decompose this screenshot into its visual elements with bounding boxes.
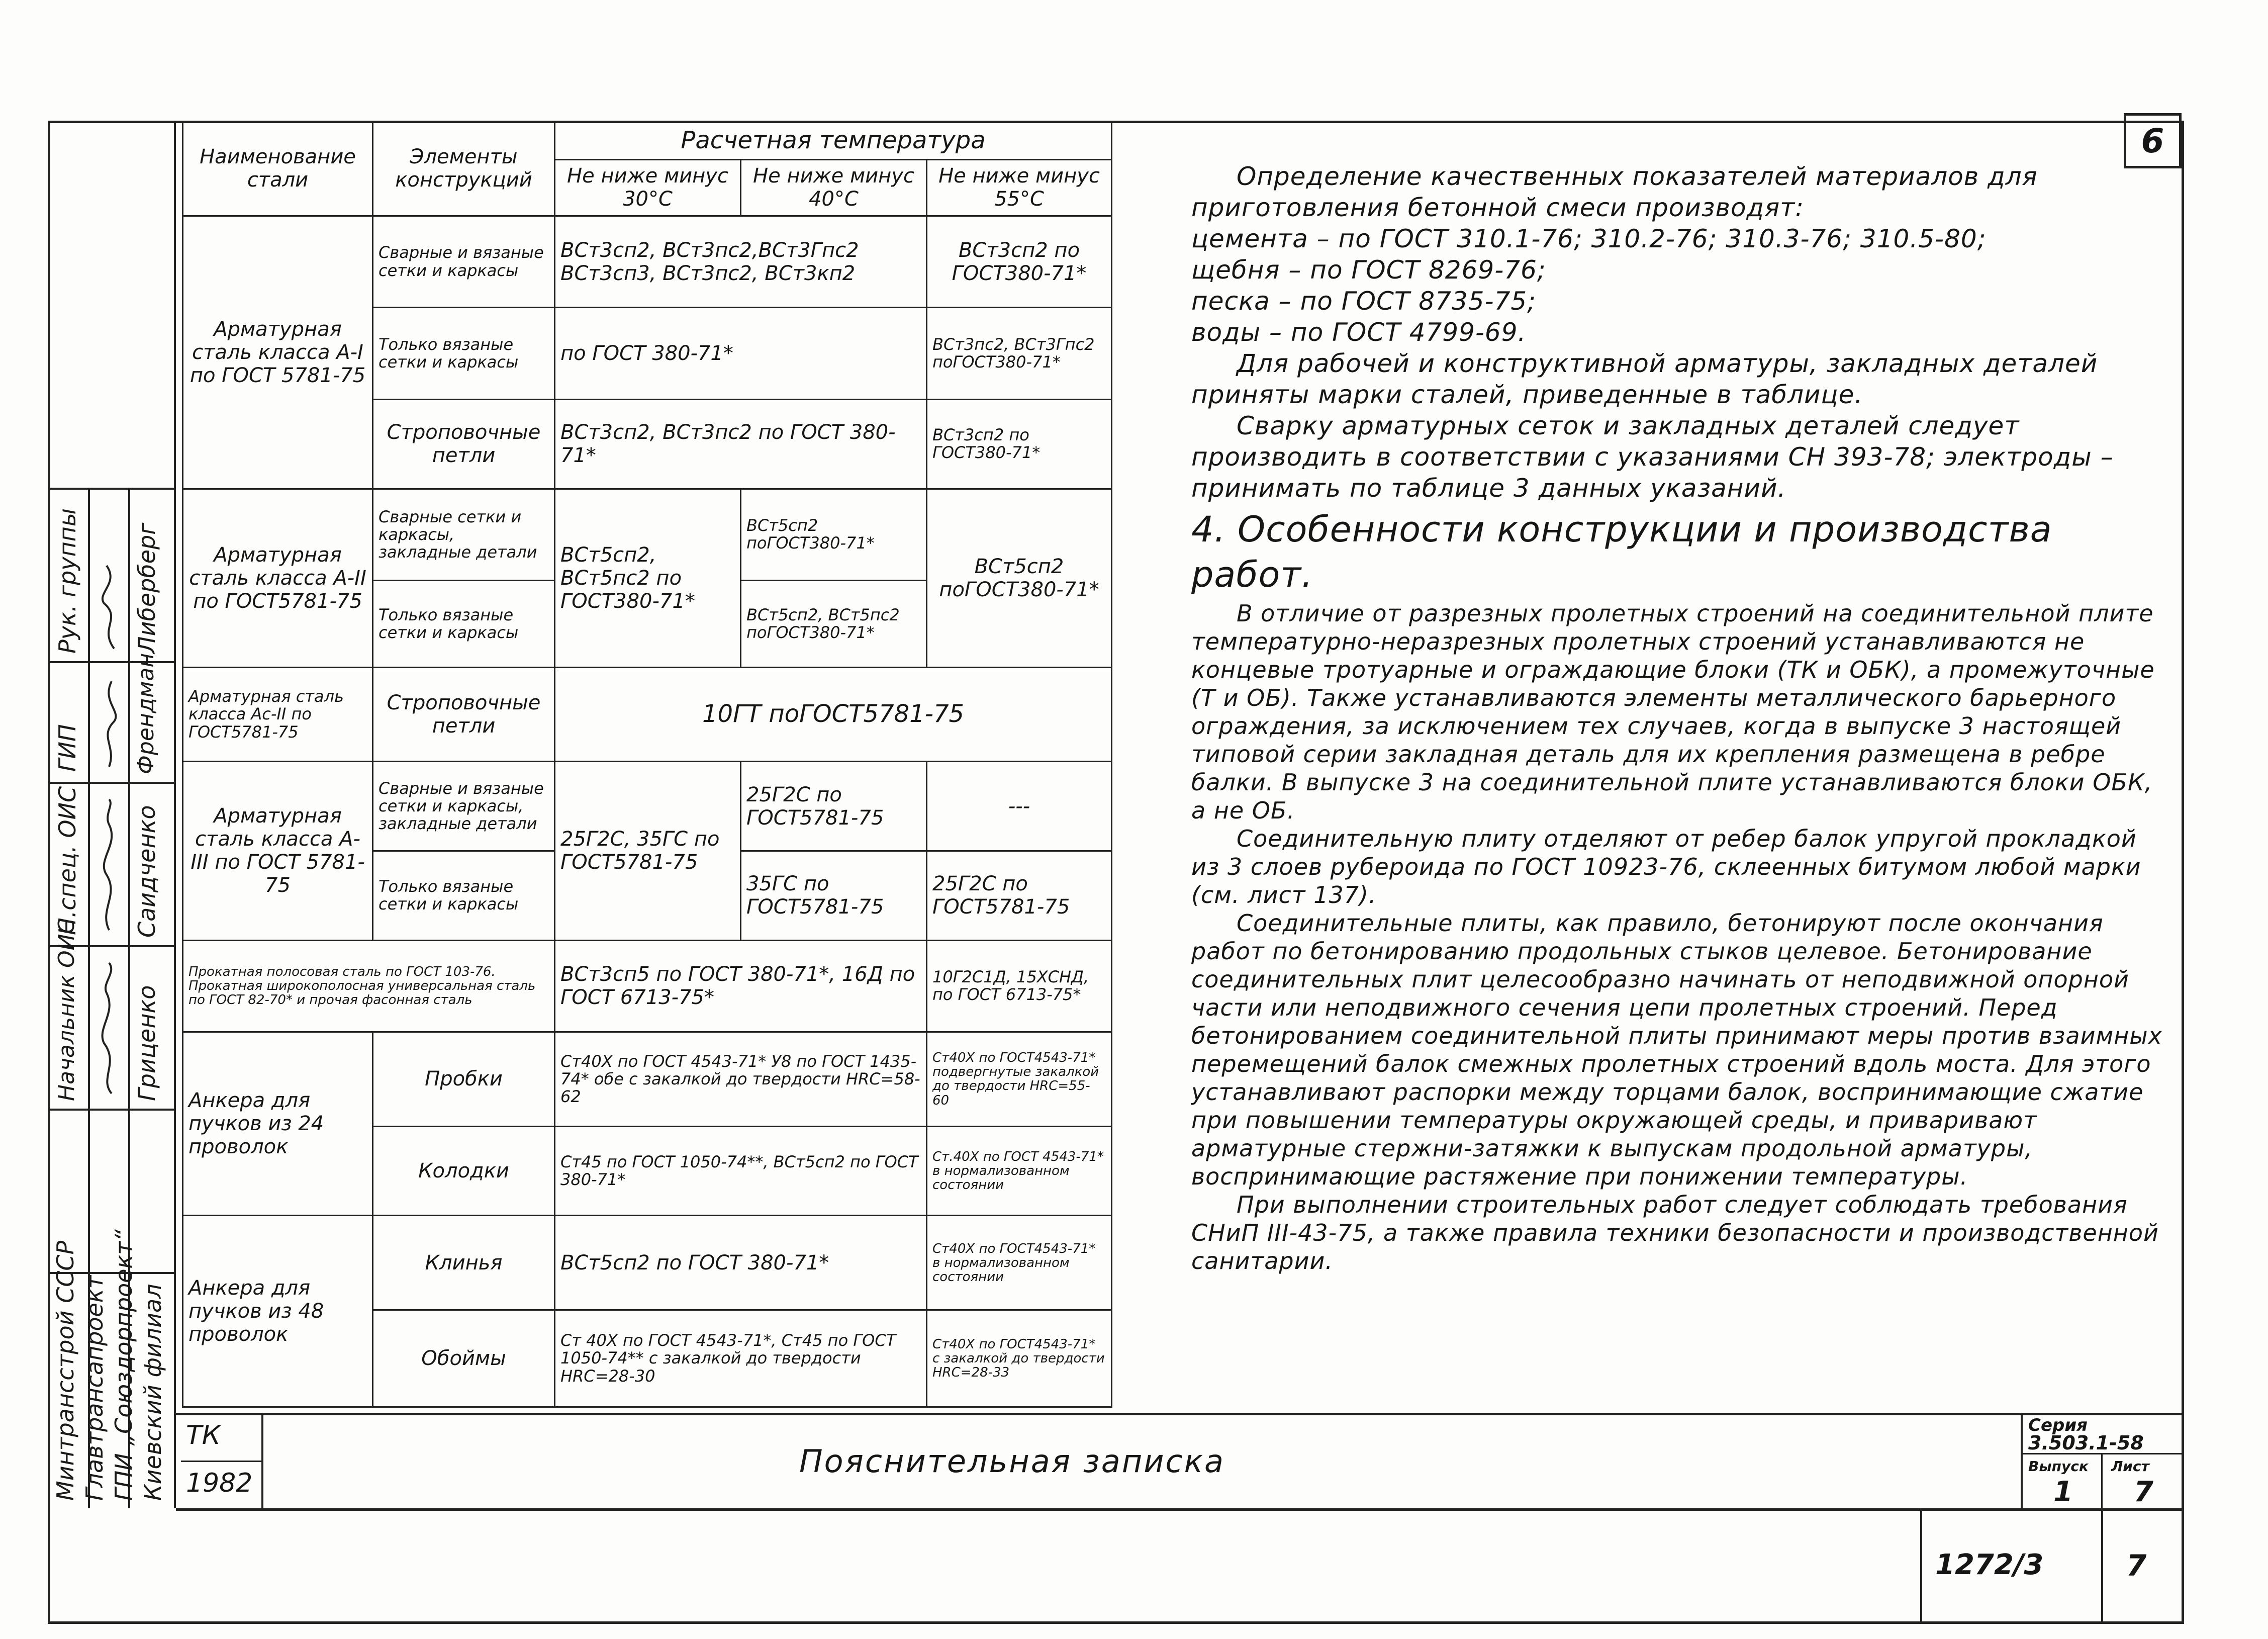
paragraph-concreting: Соединительные плиты, как правило, бетонируют после окончания работ по бетонированию продольных стыков целевое. Бетонирование соединительных плит целесообразно начинать от неподвижной опорной части или неподвижного сечения цепи пролетных строений. Перед бетонированием соединительной плиты принимают меры против взаимных перемещений балок смежных пролетных строений вдоль моста. Для этого устанавливают распорки между торцами балок, воспринимающие сжатие при повышении температуры окружающей среды, и приваривают арматурные стержни-затяжки к выпускам продольной арматуры, воспринимающие растяжение при понижении температуры. bbox=[1191, 909, 2162, 1190]
paragraph-plate: Соединительную плиту отделяют от ребер балок упругой прокладкой из 3 слоев рубероида по ГОСТ 10923-76, склеенных битумом любой марки (см. лист 137). bbox=[1191, 825, 2141, 908]
a3-welded-t40: 25Г2С по ГОСТ5781-75 bbox=[741, 762, 927, 851]
steel-a1: Арматурная сталь класса А-I по ГОСТ 5781-75 bbox=[183, 216, 373, 489]
plugs-t3040: Ст40Х по ГОСТ 4543-71* У8 по ГОСТ 1435-74* обе с закалкой до твердости HRC=58-62 bbox=[555, 1032, 927, 1127]
signature-3 bbox=[94, 794, 124, 935]
header-temperature: Расчетная температура bbox=[555, 122, 1112, 160]
title-tk: ТК bbox=[186, 1420, 221, 1450]
paragraph-rebar: Для рабочей и конструктивной арматуры, закладных деталей приняты марки сталей, приведенные в таблице. bbox=[1191, 349, 2098, 409]
steel-grades-table bbox=[182, 121, 1112, 1408]
wedges-t55: Ст40Х по ГОСТ4543-71* в нормализованном состоянии bbox=[927, 1216, 1112, 1310]
header-t55: Не ниже минус 55°С bbox=[927, 160, 1112, 216]
signature-2 bbox=[94, 671, 124, 772]
a1-loops-t3040: ВСт3сп2, ВСт3пс2 по ГОСТ 380-71* bbox=[555, 399, 927, 489]
line-water: воды – по ГОСТ 4799-69. bbox=[1191, 318, 1527, 347]
el-a3-welded: Сварные и вязаные сетки и каркасы, закладные детали bbox=[373, 762, 555, 851]
steel-a2: Арматурная сталь класса А-II по ГОСТ5781-75 bbox=[183, 489, 373, 667]
role-gip: ГИП bbox=[54, 724, 81, 772]
explanatory-text bbox=[1191, 161, 2166, 1275]
role-n-spec: Н.спец. ОИС bbox=[54, 786, 81, 935]
header-t40: Не ниже минус 40°С bbox=[741, 160, 927, 216]
paragraph-safety: При выполнении строительных работ следует соблюдать требования СНиП III-43-75, а также правила техники безопасности и производственной санитарии. bbox=[1191, 1191, 2159, 1274]
role-ruk-gruppy: Рук. группы bbox=[54, 508, 81, 654]
blocks-t3040: Ст45 по ГОСТ 1050-74**, ВСт5сп2 по ГОСТ 380-71* bbox=[555, 1126, 927, 1216]
org-institute: ГПИ „Союздорпроект“ bbox=[110, 1229, 137, 1501]
section-heading: 4. Особенности конструкции и производства работ. bbox=[1191, 509, 2052, 595]
el-a2-welded: Сварные сетки и каркасы, закладные детали bbox=[373, 489, 555, 581]
steel-rolled: Прокатная полосовая сталь по ГОСТ 103-76. Прокатная широкополосная универсальная сталь по ГОСТ 82-70* и прочая фасонная сталь bbox=[183, 940, 555, 1032]
a1-loops-t55: ВСт3сп2 по ГОСТ380-71* bbox=[927, 399, 1112, 489]
anchor-24: Анкера для пучков из 24 проволок bbox=[183, 1032, 373, 1216]
seria-number: 3.503.1-58 bbox=[2028, 1432, 2144, 1454]
name-gip: Френдман bbox=[133, 653, 159, 774]
vypusk-label: Выпуск bbox=[2028, 1458, 2089, 1475]
line-cement: цемента – по ГОСТ 310.1-76; 310.2-76; 310.3-76; 310.5-80; bbox=[1191, 224, 1987, 253]
header-elements: Элементы конструкций bbox=[373, 122, 555, 216]
as2-value: 10ГТ поГОСТ5781-75 bbox=[555, 667, 1112, 762]
paragraph-materials: Определение качественных показателей материалов для приготовления бетонной смеси производят: bbox=[1191, 162, 2038, 222]
seria-label: Серия bbox=[2028, 1415, 2088, 1435]
a3-t30: 25Г2С, 35ГС по ГОСТ5781-75 bbox=[555, 762, 741, 940]
org-main: Главтрансапроект bbox=[81, 1275, 108, 1501]
rolled-t3040: ВСт3сп5 по ГОСТ 380-71*, 16Д по ГОСТ 6713-75* bbox=[555, 940, 927, 1032]
title-year: 1982 bbox=[186, 1468, 253, 1498]
el-a3-tied: Только вязаные сетки и каркасы bbox=[373, 851, 555, 940]
page-number-box bbox=[2124, 113, 2182, 168]
a1-welded-t3040: ВСт3сп2, ВСт3пс2,ВСт3Гпс2 ВСт3сп3, ВСт3пс2, ВСт3кп2 bbox=[555, 216, 927, 308]
a2-t55: ВСт5сп2 поГОСТ380-71* bbox=[927, 489, 1112, 667]
name-ruk-gruppy: Либерберг bbox=[133, 522, 160, 654]
sheet-number: 7 bbox=[2126, 1549, 2147, 1583]
steel-as2: Арматурная сталь класса Ас-II по ГОСТ5781-75 bbox=[183, 667, 373, 762]
a1-tied-t3040: по ГОСТ 380-71* bbox=[555, 308, 927, 400]
signature-4 bbox=[94, 958, 124, 1099]
header-steel-name: Наименование стали bbox=[183, 122, 373, 216]
signature-1 bbox=[94, 558, 124, 654]
vypusk-value: 1 bbox=[2053, 1476, 2073, 1508]
approval-stamp-strip bbox=[48, 121, 176, 1508]
el-as2-loops: Строповочные петли bbox=[373, 667, 555, 762]
title-block-top-line bbox=[176, 1413, 2184, 1415]
a2-tied-t40: ВСт5сп2, ВСт5пс2 поГОСТ380-71* bbox=[741, 581, 927, 667]
el-plugs: Пробки bbox=[373, 1032, 555, 1127]
a1-welded-t55: ВСт3сп2 по ГОСТ380-71* bbox=[927, 216, 1112, 308]
plugs-t55: Ст40Х по ГОСТ4543-71* подвергнутые закалкой до твердости HRC=55-60 bbox=[927, 1032, 1112, 1127]
a3-welded-t55: --- bbox=[927, 762, 1112, 851]
paragraph-welding: Сварку арматурных сеток и закладных деталей следует производить в соответствии с указаниями СН 393-78; электроды – принимать по таблице 3 данных указаний. bbox=[1191, 411, 2114, 503]
holders-t3040: Ст 40Х по ГОСТ 4543-71*, Ст45 по ГОСТ 1050-74** с закалкой до твердости HRC=28-30 bbox=[555, 1310, 927, 1407]
title-block-bottom-line bbox=[176, 1508, 2184, 1511]
rolled-t55: 10Г2С1Д, 15ХСНД, по ГОСТ 6713-75* bbox=[927, 940, 1112, 1032]
org-branch: Киевский филиал bbox=[139, 1284, 166, 1501]
steel-a3: Арматурная сталь класса А-III по ГОСТ 5781-75 bbox=[183, 762, 373, 940]
a2-welded-t40: ВСт5сп2 поГОСТ380-71* bbox=[741, 489, 927, 581]
el-blocks: Колодки bbox=[373, 1126, 555, 1216]
blocks-t55: Ст.40Х по ГОСТ 4543-71* в нормализованном состоянии bbox=[927, 1126, 1112, 1216]
role-nach-ois: Начальник ОИС bbox=[54, 918, 79, 1101]
inventory-number: 1272/3 bbox=[1935, 1549, 2044, 1581]
page-number: 6 bbox=[2141, 121, 2164, 160]
el-holders: Обоймы bbox=[373, 1310, 555, 1407]
line-sand: песка – по ГОСТ 8735-75; bbox=[1191, 287, 1537, 316]
list-label: Лист bbox=[2111, 1458, 2149, 1475]
el-a1-tied: Только вязаные сетки и каркасы bbox=[373, 308, 555, 400]
document-title: Пояснительная записка bbox=[799, 1443, 1225, 1480]
paragraph-blocks: В отличие от разрезных пролетных строений на соединительной плите температурно-неразрезных пролетных строений устанавливаются не концевые тротуарные и ограждающие блоки (ТК и ОБК), а промежуточные (Т и ОБ). Также устанавливаются элементы металлического барьерного ограждения, за исключением тех случаев, когда в выпуске 3 настоящей типовой серии закладная деталь для их крепления размещена в ребре балки. В выпуске 3 на соединительной плите устанавливаются блоки ОБК, а не ОБ. bbox=[1191, 600, 2155, 824]
wedges-t3040: ВСт5сп2 по ГОСТ 380-71* bbox=[555, 1216, 927, 1310]
anchor-48: Анкера для пучков из 48 проволок bbox=[183, 1216, 373, 1407]
el-wedges: Клинья bbox=[373, 1216, 555, 1310]
el-a1-loops: Строповочные петли bbox=[373, 399, 555, 489]
a1-tied-t55: ВСт3пс2, ВСт3Гпс2 поГОСТ380-71* bbox=[927, 308, 1112, 400]
holders-t55: Ст40Х по ГОСТ4543-71* с закалкой до твердости HRC=28-33 bbox=[927, 1310, 1112, 1407]
el-a1-welded: Сварные и вязаные сетки и каркасы bbox=[373, 216, 555, 308]
name-nach-ois: Гриценко bbox=[133, 985, 160, 1101]
org-ministry: Минтрансстрой СССР bbox=[52, 1240, 79, 1501]
line-gravel: щебня – по ГОСТ 8269-76; bbox=[1191, 255, 1546, 285]
el-a2-tied: Только вязаные сетки и каркасы bbox=[373, 581, 555, 667]
a3-tied-t55: 25Г2С по ГОСТ5781-75 bbox=[927, 851, 1112, 940]
header-t30: Не ниже минус 30°С bbox=[555, 160, 741, 216]
list-value: 7 bbox=[2134, 1476, 2153, 1508]
a3-tied-t40: 35ГС по ГОСТ5781-75 bbox=[741, 851, 927, 940]
name-n-spec: Саидченко bbox=[133, 805, 160, 938]
a2-t30: ВСт5сп2, ВСт5пс2 по ГОСТ380-71* bbox=[555, 489, 741, 667]
